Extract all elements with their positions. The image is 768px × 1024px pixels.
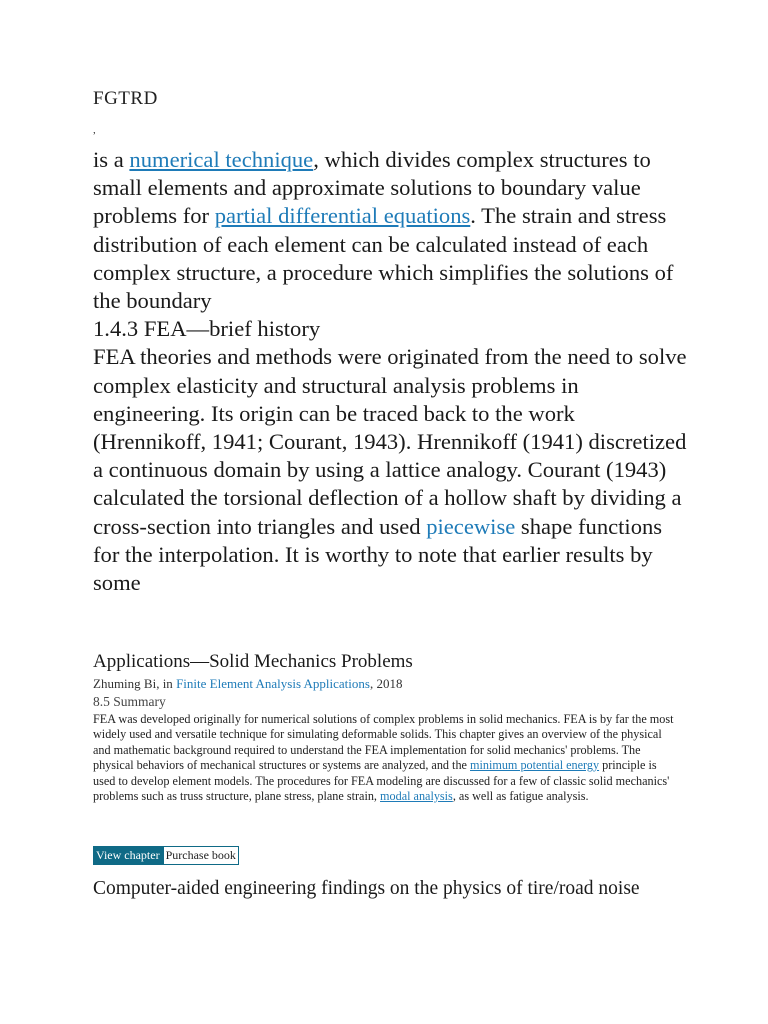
- view-chapter-button[interactable]: View chapter: [93, 846, 163, 865]
- partial-differential-equations-link[interactable]: partial differential equations: [214, 203, 471, 229]
- summary-text-3: , as well as fatigue analysis.: [452, 789, 589, 804]
- chapter-actions: [93, 846, 239, 865]
- piecewise-link[interactable]: piecewise: [426, 513, 516, 539]
- byline-suffix: , 2018: [369, 676, 403, 691]
- modal-analysis-link[interactable]: modal analysis: [380, 789, 453, 804]
- summary-text-2: principle is used to develop element models. The procedures for FEA modeling are discussed for a few of classic solid mechanics' problems such as truss structure, plane stress, plane strain,: [93, 758, 670, 804]
- purchase-book-button[interactable]: Purchase book: [163, 846, 239, 865]
- stray-comma: ,: [93, 124, 96, 136]
- history-text-1: FEA theories and methods were originated from the need to solve complex elasticity and structural analysis problems in engineering. Its origin can be traced back to the work (Hrennikoff, 1941; Courant, 1943). Hrennikoff (1941) discretized a continuous domain by using a lattice analogy. Courant (1943) calculated the torsional deflection of a hollow shaft by dividing a cross-section into triangles and used: [93, 344, 687, 539]
- summary-text-1: FEA was developed originally for numerical solutions of complex problems in solid mechanics. FEA is by far the most widely used and versatile technique for simulating deformable solids. This chapter gives an overview of the physical and mathematic background required to understand the FEA implementation for solid mechanics' problems. The physical behaviors of mechanical structures or systems are analyzed, and the: [93, 712, 674, 773]
- intro-text-2: , which divides complex structures to small elements and approximate solutions to boundary value problems for: [93, 147, 651, 229]
- intro-paragraph: [93, 146, 693, 315]
- byline-prefix: Zhuming Bi, in: [93, 676, 177, 691]
- minimum-potential-energy-link[interactable]: minimum potential energy: [470, 758, 600, 773]
- intro-text-1: is a: [93, 147, 130, 172]
- summary-paragraph: [93, 712, 678, 804]
- history-heading: 1.4.3 FEA—brief history: [93, 316, 321, 342]
- byline: [93, 676, 402, 692]
- intro-text-3: . The strain and stress distribution of each element can be calculated instead of each complex structure, a procedure which simplifies the solutions of the boundary: [93, 203, 674, 314]
- summary-subheading: 8.5 Summary: [93, 694, 166, 709]
- document-title: FGTRD: [93, 88, 158, 109]
- next-section-heading: Computer-aided engineering findings on the physics of tire/road noise: [93, 878, 640, 899]
- book-link[interactable]: Finite Element Analysis Applications: [176, 676, 370, 691]
- history-paragraph: [93, 343, 693, 597]
- numerical-technique-link[interactable]: numerical technique: [129, 147, 314, 172]
- section-heading: Applications—Solid Mechanics Problems: [93, 651, 413, 672]
- history-text-2: shape functions for the interpolation. It is worthy to note that earlier results by some: [93, 513, 663, 596]
- main-text: [93, 146, 693, 597]
